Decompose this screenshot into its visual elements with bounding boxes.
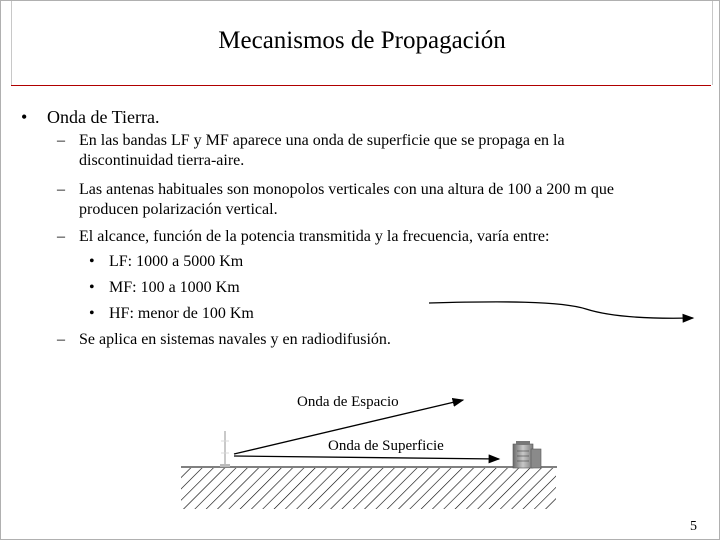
surface-wave-arrow	[234, 456, 499, 459]
bullet-text: Onda de Tierra.	[47, 107, 160, 127]
dash-icon: –	[57, 181, 65, 198]
antenna-tower-icon	[220, 431, 230, 467]
dash-icon: –	[57, 228, 65, 245]
item-line: Se aplica en sistemas navales y en radiodifusión.	[79, 331, 391, 348]
item-line: Las antenas habituales son monopolos verticales con una altura de 100 a 200 m que	[79, 181, 614, 198]
bullet-dot-icon: •	[89, 253, 95, 270]
bullet-dot-icon: •	[89, 279, 95, 296]
bullet-dot-icon: •	[89, 305, 95, 322]
item-line: producen polarización vertical.	[79, 201, 278, 218]
item-line: discontinuidad tierra-aire.	[79, 152, 245, 169]
bullet-dot-icon: •	[21, 107, 28, 127]
pointer-arrow	[429, 302, 693, 318]
sub-item-text: MF: 100 a 1000 Km	[109, 279, 240, 296]
space-wave-label: Onda de Espacio	[297, 394, 399, 410]
item-line: El alcance, función de la potencia transmitida y la frecuencia, varía entre:	[79, 228, 550, 245]
sub-item-text: HF: menor de 100 Km	[109, 305, 254, 322]
surface-wave-label: Onda de Superficie	[328, 438, 444, 454]
slide-title: Mecanismos de Propagación	[218, 27, 506, 54]
dash-icon: –	[57, 132, 65, 149]
dash-icon: –	[57, 331, 65, 348]
propagation-diagram	[1, 1, 719, 539]
item-line: En las bandas LF y MF aparece una onda de superficie que se propaga en la	[79, 132, 565, 149]
ground-hatch	[181, 468, 556, 509]
page-number: 5	[690, 519, 697, 534]
sub-item-text: LF: 1000 a 5000 Km	[109, 253, 244, 270]
building-icon	[513, 441, 541, 468]
